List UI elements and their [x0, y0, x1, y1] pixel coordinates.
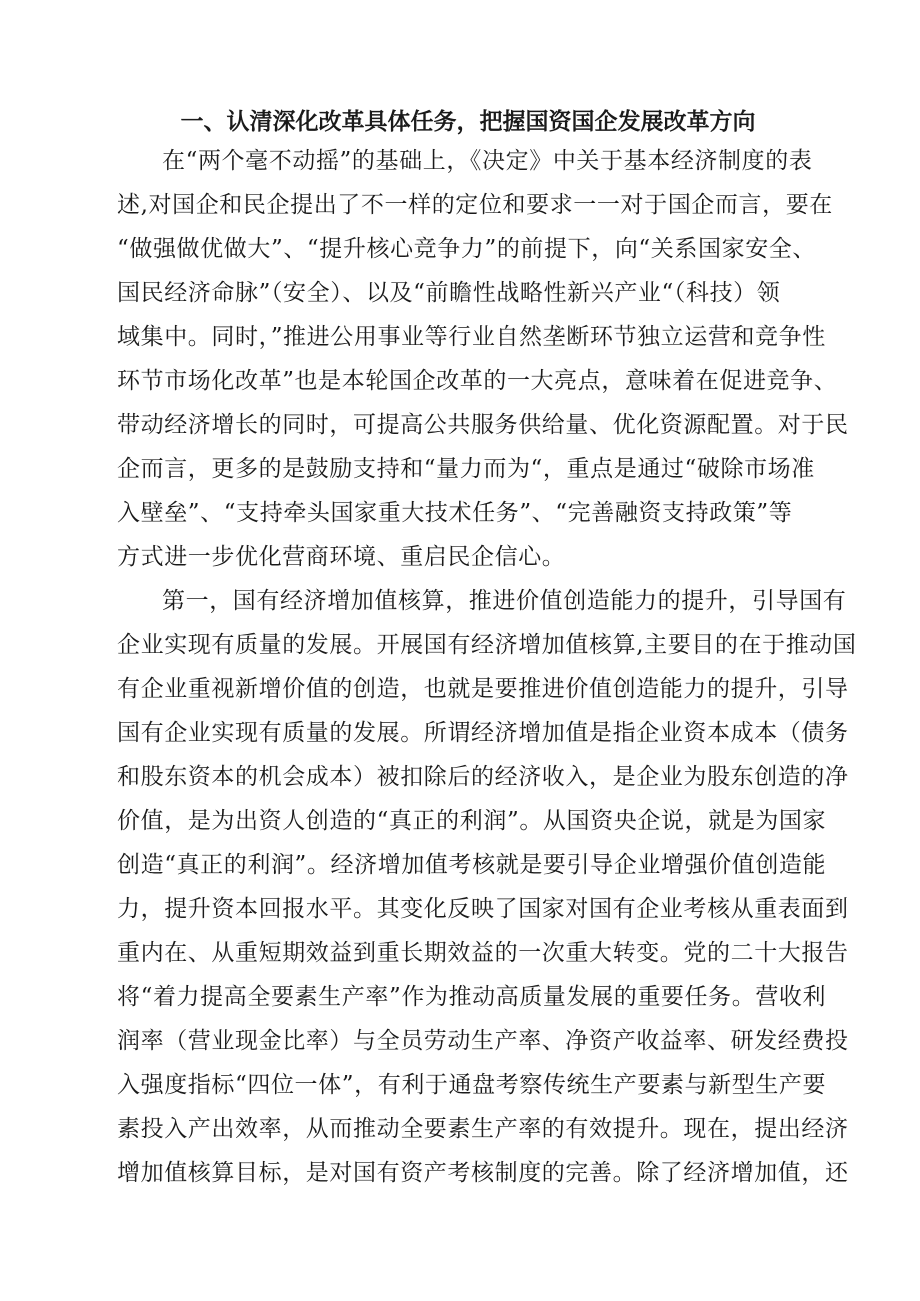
- paragraph-1-line-3: “做强做优做大”、“提升核心竞争力”的前提下，向“关系国家安全、: [117, 236, 816, 262]
- paragraph-2-line-13: 素投入产出效率，从而推动全要素生产率的有效提升。现在，提出经济: [117, 1116, 849, 1142]
- paragraph-2-line-6: 价值，是为出资人创造的“真正的利润”。从国资央企说，就是为国家: [117, 808, 827, 834]
- paragraph-2-line-4: 国有企业实现有质量的发展。所谓经济增加值是指企业资本成本（债务: [117, 720, 849, 746]
- paragraph-1-line-2: 述,对国企和民企提出了不一样的定位和要求一一对于国企而言，要在: [117, 192, 833, 218]
- paragraph-2-line-9: 重内在、从重短期效益到重长期效益的一次重大转变。党的二十大报告: [117, 940, 849, 966]
- paragraph-1-line-8: 企而言，更多的是鼓励支持和“量力而为“，重点是通过“破除市场准: [117, 456, 815, 482]
- paragraph-2-line-5: 和股东资本的机会成本）被扣除后的经济收入，是企业为股东创造的净: [117, 764, 849, 790]
- paragraph-1-line-6: 环节市场化改革”也是本轮国企改革的一大亮点，意味着在促进竞争、: [117, 368, 838, 394]
- paragraph-1-line-10: 方式进一步优化营商环境、重启民企信心。: [117, 544, 566, 570]
- paragraph-1-line-4: 国民经济命脉”（安全）、以及“前瞻性战略性新兴产业“（科技）领: [117, 280, 781, 306]
- paragraph-1-line-5: 域集中。同时，”推进公用事业等行业自然垄断环节独立运营和竞争性: [117, 324, 826, 350]
- paragraph-2-line-8: 力，提升资本回报水平。其变化反映了国家对国有企业考核从重表面到: [117, 896, 849, 922]
- paragraph-2-line-10: 将“着力提高全要素生产率”作为推动高质量发展的重要任务。营收利: [117, 984, 827, 1010]
- paragraph-2-line-11: 润率（营业现金比率）与全员劳动生产率、净资产收益率、研发经费投: [117, 1028, 849, 1054]
- paragraph-1-line-9: 入壁垒”、“支持牵头国家重大技术任务”、“完善融资支持政策”等: [117, 500, 793, 526]
- paragraph-1-line-7: 带动经济增长的同时，可提高公共服务供给量、优化资源配置。对于民: [117, 412, 849, 438]
- paragraph-1-line-1: 在“两个毫不动摇”的基础上，《决定》中关于基本经济制度的表: [162, 148, 813, 174]
- paragraph-2-line-14: 增加值核算目标，是对国有资产考核制度的完善。除了经济增加值，还: [117, 1160, 849, 1186]
- section-heading: 一、认清深化改革具体任务，把握国资国企发展改革方向: [180, 109, 756, 135]
- paragraph-2-line-12: 入强度指标“四位一体”，有利于通盘考察传统生产要素与新型生产要: [117, 1072, 827, 1098]
- paragraph-2-line-3: 有企业重视新增价值的创造，也就是要推进价值创造能力的提升，引导: [117, 676, 849, 702]
- paragraph-2-line-2: 企业实现有质量的发展。开展国有经济增加值核算,主要目的在于推动国: [117, 632, 857, 658]
- paragraph-2-line-7: 创造“真正的利润”。经济增加值考核就是要引导企业增强价值创造能: [117, 852, 827, 878]
- paragraph-2-line-1: 第一，国有经济增加值核算，推进价值创造能力的提升，引导国有: [162, 588, 847, 614]
